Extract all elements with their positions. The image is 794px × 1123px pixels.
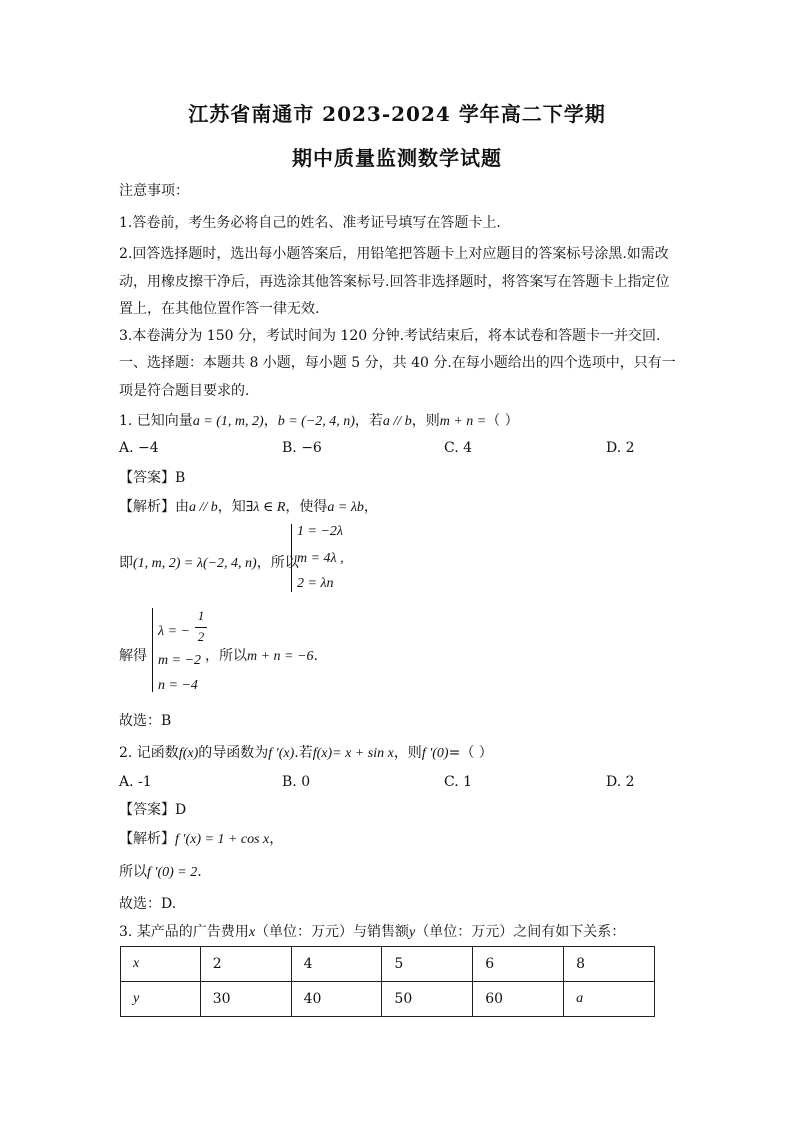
q1-analysis-label: 【解析】由 <box>119 499 189 515</box>
table-cell: a <box>564 982 655 1017</box>
q1-system-brace <box>291 524 292 592</box>
document-title-line1: 江苏省南通市 2023-2024 学年高二下学期 <box>188 102 606 126</box>
q1-option-c: C. 4 <box>444 440 473 456</box>
q1-solution-brace <box>152 608 153 692</box>
q2-option-d: D. 2 <box>606 774 635 790</box>
table-cell: 8 <box>564 947 655 982</box>
q1-system-row3: 2 = λn <box>297 576 334 591</box>
q2-analysis: 【解析】f ′(x) = 1 + cos x， <box>119 831 284 847</box>
question-1-stem <box>119 410 519 430</box>
q1-bracket: （ ） <box>486 413 519 429</box>
q1-analysis-eq: a = λb <box>327 500 364 515</box>
q3-data-table <box>120 946 655 1017</box>
q1-analysis-mid: ，知∃ <box>217 499 254 515</box>
table-cell: 6 <box>473 947 564 982</box>
q1-solution-lambda: λ = − <box>158 624 190 639</box>
q1-guxuan: 故选：B <box>119 713 172 729</box>
section-heading-line1: 一、选择题：本题共 8 小题，每小题 5 分，共 40 分.在每小题给出的四个选项中，只有一 <box>119 355 676 371</box>
table-cell: 30 <box>200 982 291 1017</box>
q1-vector-b: b = (−2, 4, n) <box>277 414 355 429</box>
q1-solution-m: m = −2 <box>158 653 202 668</box>
q1-solution-conclusion: ，所以m + n = −6. <box>205 648 318 664</box>
q1-fraction-numerator: 1 <box>197 608 205 623</box>
q1-mid: ，若 <box>354 413 383 429</box>
table-cell: y <box>121 982 201 1017</box>
q2-option-c: C. 1 <box>444 774 473 790</box>
q2-conclusion: 所以f ′(0) = 2. <box>119 864 202 880</box>
q2-option-b: B. 0 <box>282 774 311 790</box>
table-row <box>121 947 655 982</box>
q1-system-row2: m = 4λ , <box>297 551 344 566</box>
q1-vector-a: a = (1, m, 2) <box>192 414 264 429</box>
table-cell: 50 <box>382 982 473 1017</box>
q1-analysis-line1 <box>119 496 378 516</box>
q1-answer: 【答案】B <box>119 470 186 486</box>
table-cell: 40 <box>291 982 382 1017</box>
q1-lambda-in-r: λ ∈ R <box>253 500 286 515</box>
table-cell: x <box>121 947 201 982</box>
q1-option-b: B. −6 <box>282 440 322 456</box>
q1-fraction-bar <box>195 627 207 628</box>
section-heading-line2: 项是符合题目要求的. <box>119 383 250 399</box>
q2-answer: 【答案】D <box>119 802 187 818</box>
q1-parallel: a // b <box>382 414 412 429</box>
notice-heading: 注意事项： <box>119 183 189 199</box>
table-cell: 60 <box>473 982 564 1017</box>
notice-item-1: 1.答卷前，考生务必将自己的姓名、准考证号填写在答题卡上. <box>119 215 501 231</box>
q2-option-a: A. -1 <box>119 774 152 790</box>
q1-sep: ， <box>263 413 278 429</box>
q2-guxuan: 故选：D. <box>119 896 177 912</box>
table-cell: 4 <box>291 947 382 982</box>
q1-analysis-such: ，使得 <box>285 499 328 515</box>
q1-ji: 即 <box>119 555 133 571</box>
q1-expression: m + n = <box>439 414 487 429</box>
table-cell: 2 <box>200 947 291 982</box>
q1-analysis-end: ， <box>363 499 378 515</box>
question-2-stem: 2. 记函数f(x)的导函数为f ′(x).若f(x)= x + sin x，则f ′(0)=（ ） <box>119 745 493 761</box>
q1-option-d: D. 2 <box>606 440 635 456</box>
notice-item-2-line3: 置上，在其他位置作答一律无效. <box>119 301 320 317</box>
q1-fraction-denominator: 2 <box>197 629 205 644</box>
q1-then: ，则 <box>411 413 440 429</box>
q1-prefix: 1. 已知向量 <box>119 413 193 429</box>
table-cell: 5 <box>382 947 473 982</box>
q1-option-a: A. −4 <box>119 440 159 456</box>
notice-item-2-line2: 动，用橡皮擦干净后，再选涂其他答案标号.回答非选择题时，将答案写在答题卡上指定位 <box>119 274 670 290</box>
q1-suoyi: ，所以 <box>256 555 299 571</box>
q1-analysis-parallel: a // b <box>189 500 218 515</box>
q1-system-row1: 1 = −2λ <box>297 524 343 539</box>
question-3-stem: 3. 某产品的广告费用x（单位：万元）与销售额y（单位：万元）之间有如下关系： <box>119 924 626 940</box>
table-row <box>121 982 655 1017</box>
q1-solution-n: n = −4 <box>158 678 198 693</box>
notice-item-2-line1: 2.回答选择题时，选出每小题答案后，用铅笔把答题卡上对应题目的答案标号涂黑.如需改 <box>119 246 669 262</box>
document-title-line2: 期中质量监测数学试题 <box>292 146 502 170</box>
q1-ji-expr: (1, m, 2) = λ(−2, 4, n) <box>133 556 257 571</box>
notice-item-3: 3.本卷满分为 150 分，考试时间为 120 分钟.考试结束后，将本试卷和答题卡一并交回. <box>119 328 661 344</box>
q1-ji-line <box>119 552 299 572</box>
q1-jiede: 解得 <box>119 648 147 664</box>
